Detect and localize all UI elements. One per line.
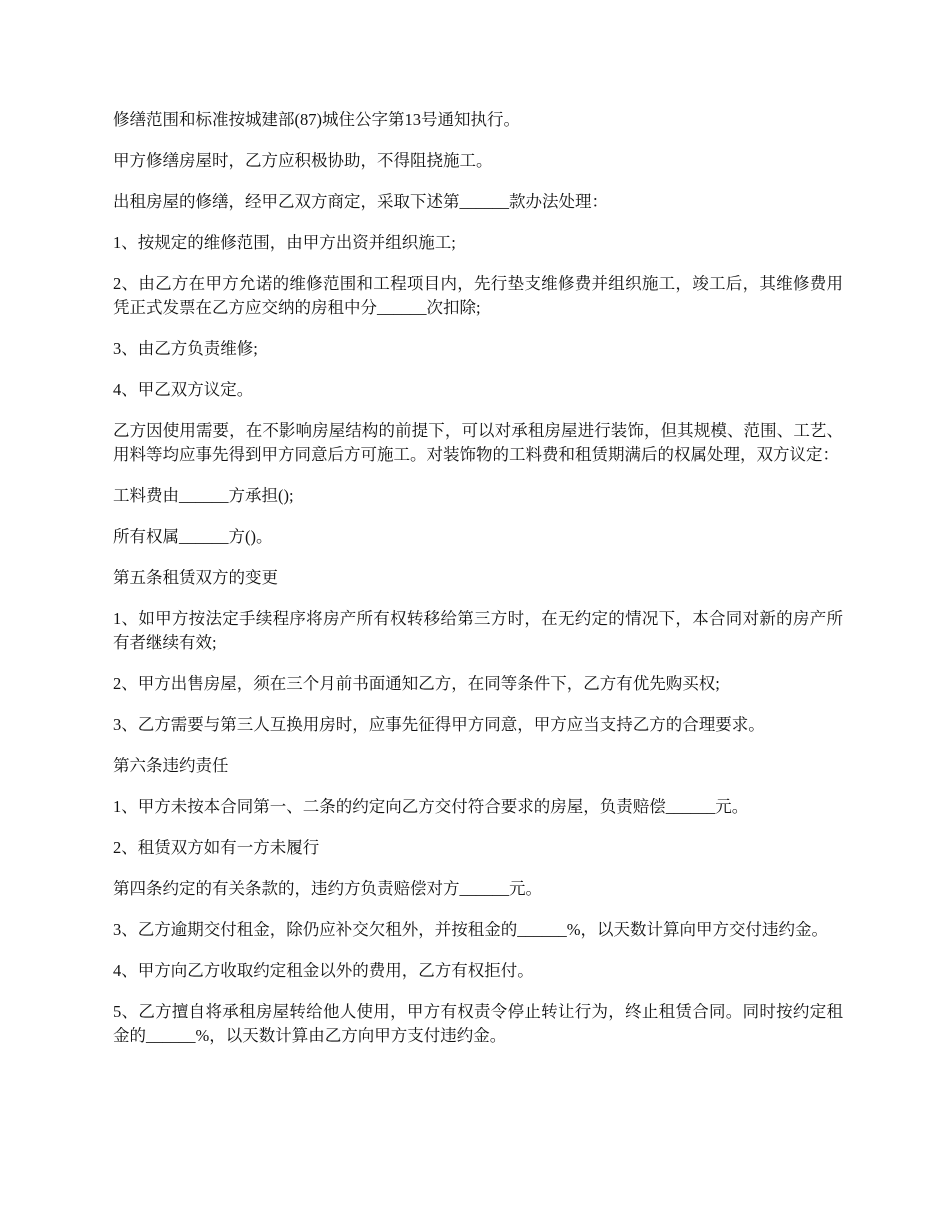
list-item-change-3: 3、乙方需要与第三人互换用房时，应事先征得甲方同意，甲方应当支持乙方的合理要求。 bbox=[113, 715, 765, 734]
list-item-liability-5: 5、乙方擅自将承租房屋转给他人使用，甲方有权责令停止转让行为，终止租赁合同。同时按约定租金的______%，以天数计算由乙方向甲方支付违约金。 bbox=[113, 1002, 843, 1045]
paragraph-ownership: 所有权属______方()。 bbox=[113, 527, 273, 546]
paragraph-liability-2-cont: 第四条约定的有关条款的，违约方负责赔偿对方______元。 bbox=[113, 879, 542, 898]
section-heading-article-5: 第五条租赁双方的变更 bbox=[113, 568, 278, 587]
list-item-repair-3: 3、由乙方负责维修; bbox=[113, 339, 258, 358]
list-item-change-1: 1、如甲方按法定手续程序将房产所有权转移给第三方时，在无约定的情况下，本合同对新的房产所有者继续有效; bbox=[113, 609, 843, 652]
paragraph-material-cost: 工料费由______方承担(); bbox=[113, 486, 294, 505]
paragraph-decoration: 乙方因使用需要，在不影响房屋结构的前提下，可以对承租房屋进行装饰，但其规模、范围、工艺、用料等均应事先得到甲方同意后方可施工。对装饰物的工料费和租赁期满后的权属处理，双方议定： bbox=[113, 421, 843, 464]
list-item-liability-4: 4、甲方向乙方收取约定租金以外的费用，乙方有权拒付。 bbox=[113, 961, 534, 980]
list-item-repair-4: 4、甲乙双方议定。 bbox=[113, 380, 254, 399]
document-body bbox=[113, 108, 843, 1065]
paragraph-repair-method: 出租房屋的修缮，经甲乙双方商定，采取下述第______款办法处理： bbox=[113, 192, 608, 211]
paragraph-tenant-assist: 甲方修缮房屋时，乙方应积极协助，不得阻挠施工。 bbox=[113, 151, 493, 170]
list-item-repair-1: 1、按规定的维修范围，由甲方出资并组织施工; bbox=[113, 233, 456, 252]
list-item-repair-2: 2、由乙方在甲方允诺的维修范围和工程项目内，先行垫支维修费并组织施工，竣工后，其维修费用凭正式发票在乙方应交纳的房租中分______次扣除; bbox=[113, 274, 843, 317]
list-item-change-2: 2、甲方出售房屋，须在三个月前书面通知乙方，在同等条件下，乙方有优先购买权; bbox=[113, 674, 720, 693]
paragraph-repair-standard: 修缮范围和标准按城建部(87)城住公字第13号通知执行。 bbox=[113, 110, 520, 129]
list-item-liability-1: 1、甲方未按本合同第一、二条的约定向乙方交付符合要求的房屋，负责赔偿______元。 bbox=[113, 797, 749, 816]
list-item-liability-2: 2、租赁双方如有一方未履行 bbox=[113, 838, 320, 857]
section-heading-article-6: 第六条违约责任 bbox=[113, 756, 229, 775]
list-item-liability-3: 3、乙方逾期交付租金，除仍应补交欠租外，并按租金的______%，以天数计算向甲方交付违约金。 bbox=[113, 920, 828, 939]
